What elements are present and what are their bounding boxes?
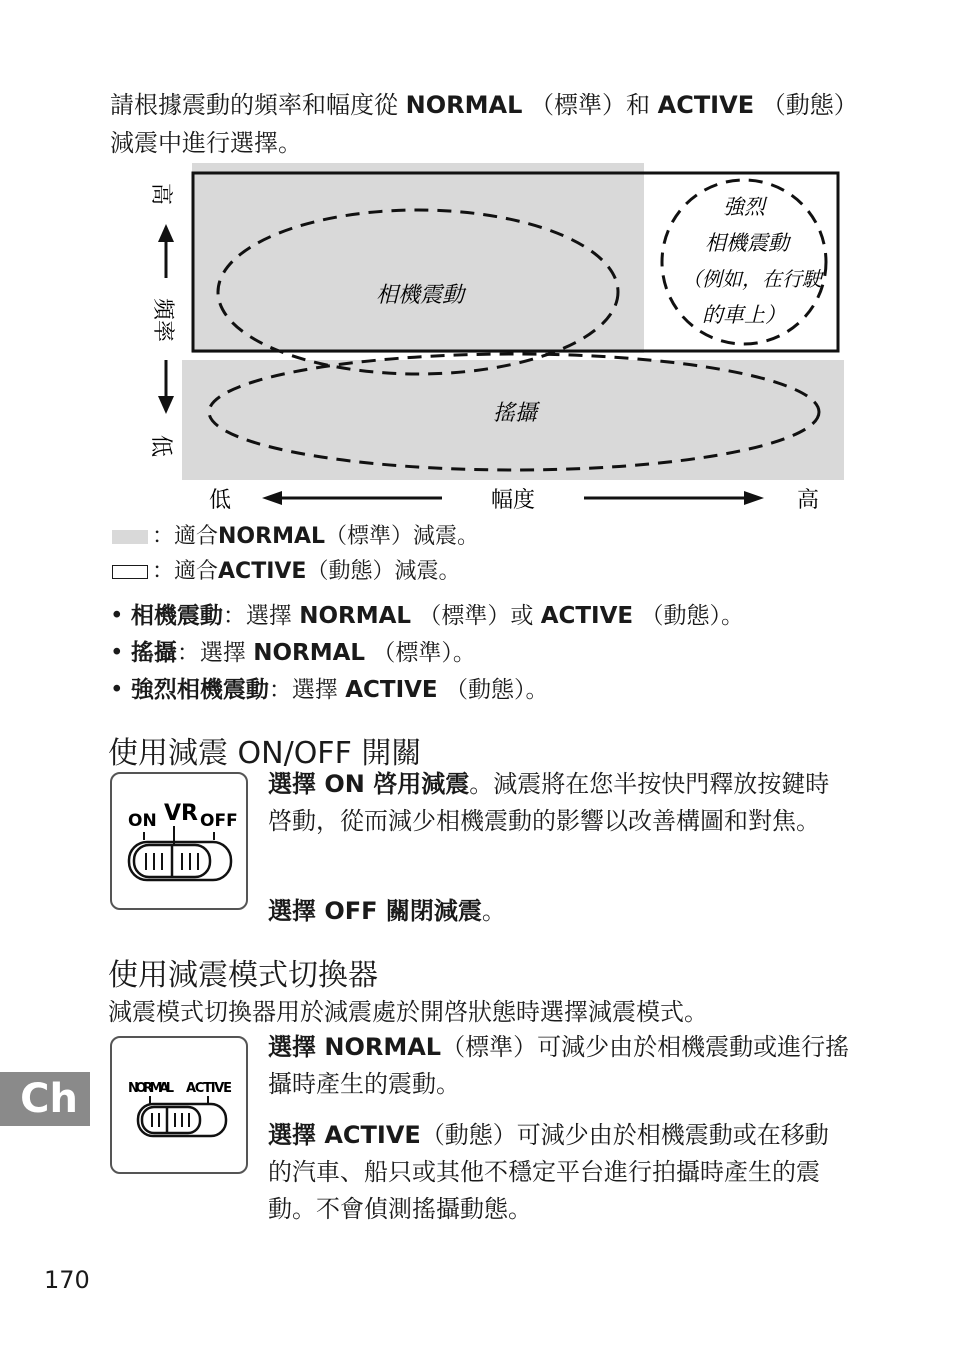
y-axis-low: 低 [148, 434, 173, 458]
x-axis-high: 高 [796, 488, 820, 513]
intro-paragraph: 請根據震動的頻率和幅度從 NORMAL （標準）和 ACTIVE （動態）減震中進行選擇。 [110, 91, 846, 157]
bullet-list [110, 598, 744, 709]
vibration-diagram [140, 160, 850, 520]
section1-on-text: 選擇 ON 啓用減震。減震將在您半按快門釋放按鍵時啓動，從而減少相機震動的影響以改善構圖和對焦。 [268, 770, 830, 835]
strong-shake-line2: 相機震動 [705, 231, 789, 255]
mode-switch-illustration [110, 1036, 248, 1174]
section2-active-text: 選擇 ACTIVE（動態）可減少由於相機震動或在移動的汽車、船只或其他不穩定平台進行拍攝時產生的震動。不會偵測搖攝動態。 [268, 1121, 829, 1223]
svg-text:OFF: OFF [200, 811, 238, 831]
x-axis-label: 幅度 [490, 488, 536, 513]
section2-normal-text: 選擇 NORMAL（標準）可減少由於相機震動或進行搖攝時產生的震動。 [268, 1033, 850, 1098]
x-arrow-right-head [744, 491, 764, 505]
y-axis-label: 頻率 [150, 297, 175, 343]
svg-text:VR: VR [164, 801, 198, 826]
chapter-tab: Ch [0, 1072, 90, 1126]
legend-normal: ：適合 NORMAL （標準）減震。 [112, 521, 479, 553]
normal-region-upper [192, 163, 644, 353]
svg-text:ACTIVE: ACTIVE [186, 1081, 232, 1096]
panning-label: 搖攝 [492, 401, 538, 426]
legend-gray-swatch [112, 530, 148, 544]
svg-text:ON: ON [128, 811, 157, 831]
page-number: 170 [44, 1266, 90, 1294]
legend-box-swatch [112, 565, 148, 579]
mode-switch-icon [112, 1038, 246, 1172]
bullet-strong-shake: • 強烈相機震動：選擇 ACTIVE （動態）。 [110, 672, 744, 709]
strong-shake-line3: （例如，在行駛 [682, 267, 822, 291]
strong-shake-line4: 的車上） [702, 303, 786, 327]
camera-shake-label: 相機震動 [375, 283, 465, 308]
svg-text:NORMAL: NORMAL [128, 1081, 174, 1096]
x-axis-low: 低 [208, 488, 232, 513]
y-axis-high: 高 [148, 182, 173, 206]
section1-title: 使用減震 ON/OFF 開關 [108, 736, 422, 771]
legend-active: ：適合 ACTIVE （動態）減震。 [112, 556, 460, 588]
y-arrow-down-head [158, 396, 174, 414]
vr-switch-illustration [110, 772, 248, 910]
bullet-panning: • 搖攝：選擇 NORMAL （標準）。 [110, 635, 744, 672]
y-arrow-up-head [158, 224, 174, 242]
section2-title: 使用減震模式切換器 [108, 958, 378, 993]
strong-shake-line1: 強烈 [723, 195, 765, 219]
section2-intro: 減震模式切換器用於減震處於開啓狀態時選擇減震模式。 [108, 998, 708, 1026]
section1-off-text: 選擇 OFF 關閉減震。 [268, 897, 506, 925]
bullet-camera-shake: • 相機震動：選擇 NORMAL （標準）或 ACTIVE （動態）。 [110, 598, 744, 635]
vr-switch-icon [112, 774, 246, 908]
